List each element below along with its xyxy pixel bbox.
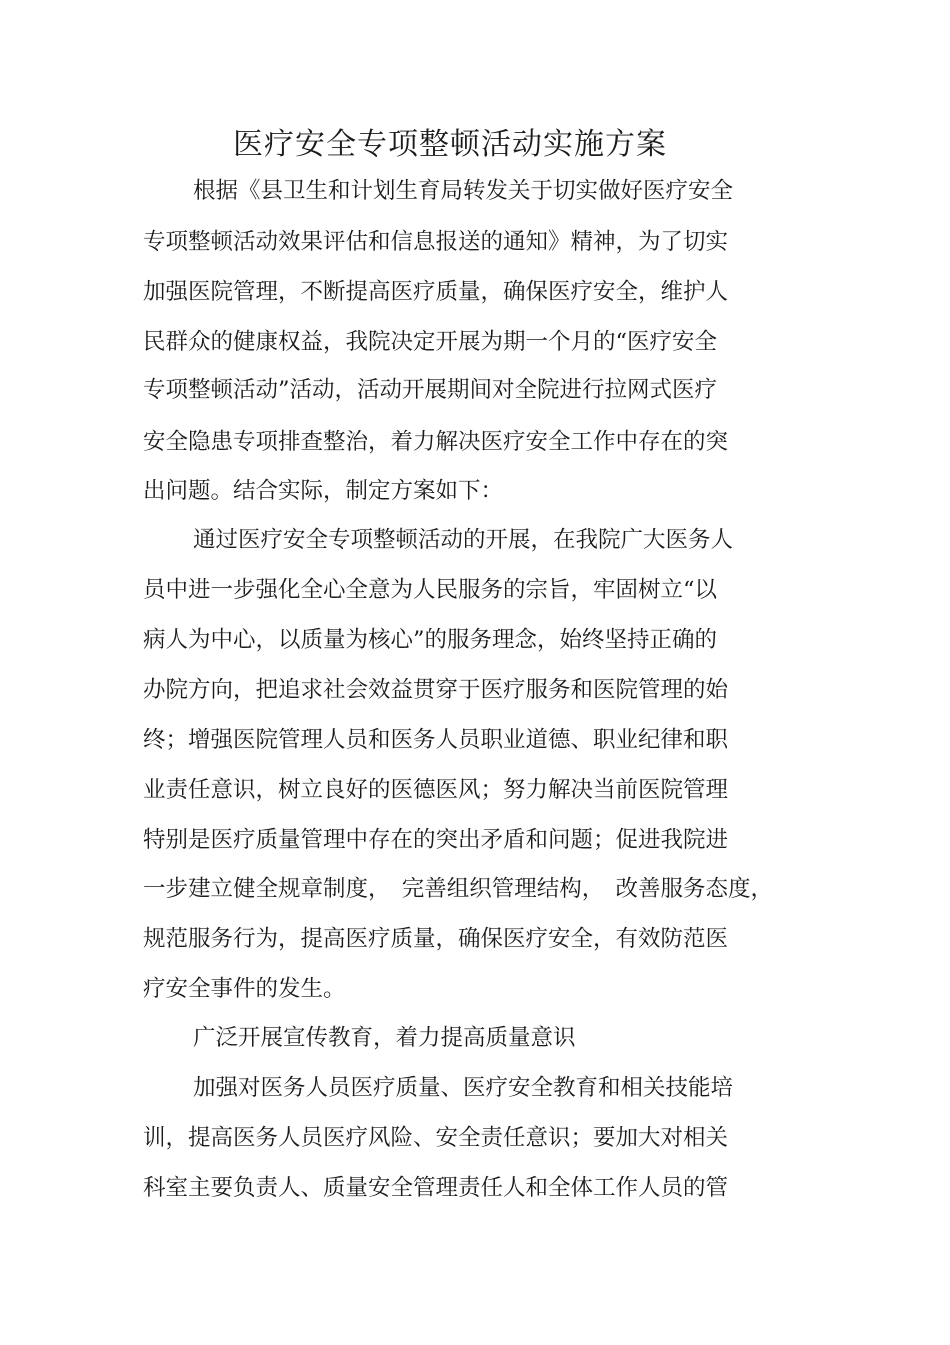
body-line: 专项整顿活动”活动，活动开展期间对全院进行拉网式医疗 [143,377,718,403]
body-line: 业责任意识，树立良好的医德医风；努力解决当前医院管理 [143,777,729,803]
body-line: 办院方向，把追求社会效益贯穿于医疗服务和医院管理的始 [143,677,729,703]
body-line: 病人为中心，以质量为核心”的服务理念，始终坚持正确的 [143,627,718,653]
body-line: 安全隐患专项排查整治，着力解决医疗安全工作中存在的突 [143,429,729,455]
body-line: 根据《县卫生和计划生育局转发关于切实做好医疗安全 [193,178,734,204]
body-line: 疗安全事件的发生。 [143,976,346,1002]
body-line: 出问题。结合实际，制定方案如下： [143,478,504,504]
body-line: 科室主要负责人、质量安全管理责任人和全体工作人员的管 [143,1175,729,1201]
body-line: 加强医院管理，不断提高医疗质量，确保医疗安全，维护人 [143,279,729,305]
body-line: 专项整顿活动效果评估和信息报送的通知》精神，为了切实 [143,229,729,255]
section-heading: 广泛开展宣传教育，着力提高质量意识 [193,1025,576,1051]
body-line: 通过医疗安全专项整顿活动的开展，在我院广大医务人 [193,527,734,553]
document-title: 医疗安全专项整顿活动实施方案 [233,127,667,162]
body-line: 终；增强医院管理人员和医务人员职业道德、职业纪律和职 [143,727,729,753]
body-line: 一步建立健全规章制度， 完善组织管理结构， 改善服务态度， [143,876,774,902]
body-line: 训，提高医务人员医疗风险、安全责任意识；要加大对相关 [143,1125,729,1151]
body-line: 规范服务行为，提高医疗质量，确保医疗安全，有效防范医 [143,926,729,952]
body-line: 加强对医务人员医疗质量、医疗安全教育和相关技能培 [193,1075,734,1101]
body-line: 员中进一步强化全心全意为人民服务的宗旨，牢固树立“以 [143,577,718,603]
body-line: 民群众的健康权益，我院决定开展为期一个月的“医疗安全 [143,329,718,355]
body-line: 特别是医疗质量管理中存在的突出矛盾和问题；促进我院进 [143,827,729,853]
